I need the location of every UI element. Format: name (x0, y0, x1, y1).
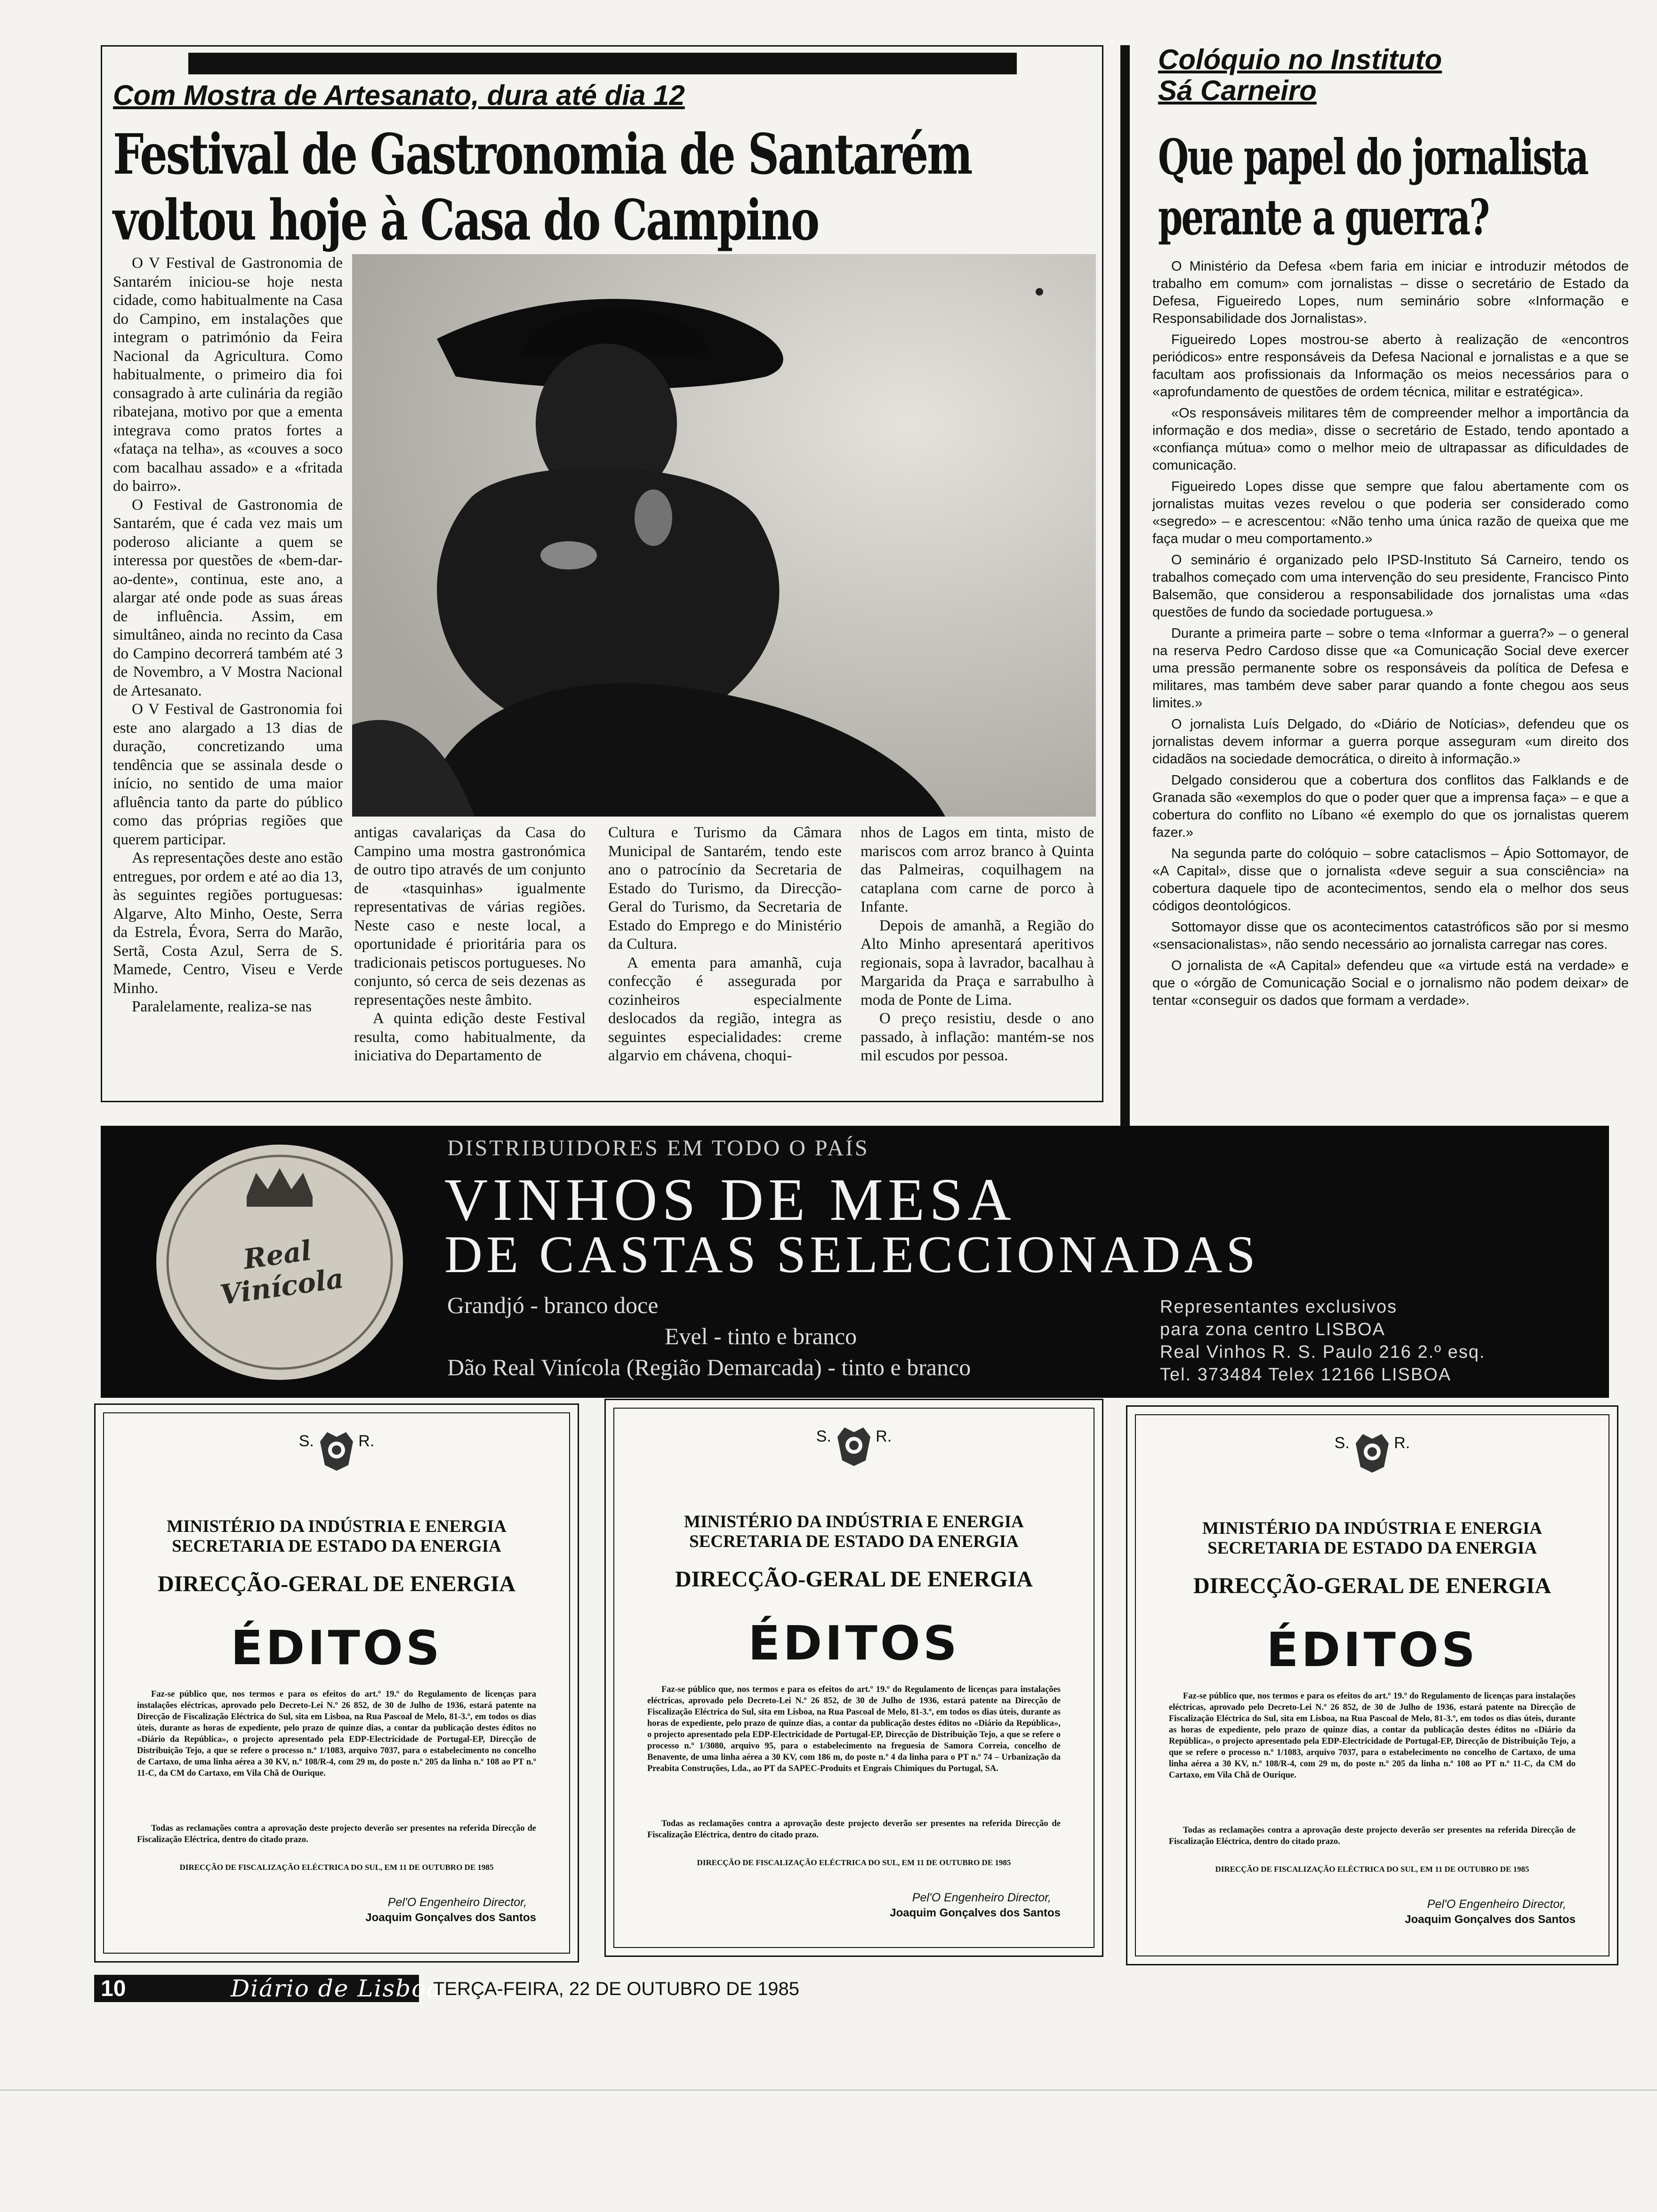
left-article-column-4 (861, 824, 1094, 1066)
signature-title: Pel'O Engenheiro Director, (387, 1896, 527, 1909)
directorate-name: DIRECÇÃO-GERAL DE ENERGIA (157, 1571, 516, 1596)
ministry-line-1: MINISTÉRIO DA INDÚSTRIA E ENERGIA (167, 1517, 507, 1536)
editos-claims: Todas as reclamações contra a aprovação deste projecto deverão ser presentes na referida Direcção de Fiscalização Eléctrica, dentro do citado prazo. (647, 1819, 1061, 1840)
wine-advertisement (101, 1126, 1609, 1398)
paragraph: Figueiredo Lopes mostrou-se aberto à realização de «encontros periódicos» entre responsáveis da Defesa Nacional e jornalistas e a que se facultam aos profissionais da Informação os meios necessários para o «aprofundamento de questões de ordem técnica, militar e estratégica». (1152, 332, 1629, 400)
ministry-line-1: MINISTÉRIO DA INDÚSTRIA E ENERGIA (1202, 1519, 1542, 1538)
festival-photo (352, 254, 1096, 817)
paragraph: O V Festival de Gastronomia de Santarém iniciou-se hoje nesta cidade, como habitualmente na Casa do Campino, em instalações que integram o património da Feira Nacional da Agricultura. Como habitualmente, o primeiro dia foi consagrado à arte culinária da região ribatejana, motivo por que a ementa integrava como pratos fortes a «fataça na telha», as «couves a soco com bacalhau assado» e a «fritada do bairro». (113, 255, 343, 495)
paragraph: Delgado considerou que a cobertura dos conflitos das Falklands e de Granada são «exemplos do que o poder quer que a imprensa faça» – e que a cobertura do conflito no Líbano «é exemplo do que os jornalistas querem fazer.» (1152, 773, 1629, 840)
left-article-column-1 (113, 254, 343, 1017)
paragraph: O V Festival de Gastronomia foi este ano alargado a 13 dias de duração, concretizando uma tendência que se assinala desde o início, no sentido de uma maior afluência tanto da parte do público como das próprias regiões que querem participar. (113, 701, 343, 848)
ministry-line-1: MINISTÉRIO DA INDÚSTRIA E ENERGIA (684, 1512, 1024, 1531)
editos-sr-mark: S. R. (816, 1427, 892, 1445)
ministry-line-2: SECRETARIA DE ESTADO DA ENERGIA (1207, 1539, 1537, 1558)
right-article-kicker-2: Sá Carneiro (1158, 75, 1317, 106)
right-article-rule (1120, 45, 1130, 1128)
paragraph: Depois de amanhã, a Região do Alto Minho apresentará aperitivos regionais, sopa à lavrador, bacalhau à Margarida da Praça e sarrabulho à moda de Ponte de Lima. (861, 917, 1094, 1009)
editos-body: Faz-se público que, nos termos e para os efeitos do art.º 19.º do Regulamento de licenças para instalações eléctricas, aprovado pelo Decreto-Lei N.º 26 852, de 30 de Julho de 1936, estará patente na Direcção de Fiscalização Eléctrica do Sul, sita em Lisboa, na Rua Pascoal de Melo, 81-3.º, em todos os dias úteis, durante as horas de expediente, pelo prazo de quinze dias, a contar da publicação destes éditos no «Diário da República», o projecto apresentado pela EDP-Electricidade de Portugal-EP, Direcção de Distribuição Tejo, a que se refere o processo n.º 1/3080, arquivo 95, para o estabelecimento na freguesia de Samora Correia, concelho de Benavente, de uma linha aérea a 30 KV, com 186 m, do poste n.º 4 da linha para o PT n.º 74 – Urbanização da Preabita Construções, Lda., ao PT da SAPEC-Produits et Engrais Chimiques du Portugal, SA. (647, 1685, 1061, 1773)
wine-ad-line-2: Evel - tinto e branco (665, 1323, 857, 1349)
wine-ad-top-line: DISTRIBUIDORES EM TODO O PAÍS (447, 1136, 869, 1161)
left-article-column-2 (354, 824, 586, 1066)
wine-ad-rep-1: Representantes exclusivos (1160, 1297, 1398, 1317)
signature-title: Pel'O Engenheiro Director, (912, 1891, 1051, 1904)
ministry-name (113, 1517, 560, 1556)
wine-ad-line-1: Grandjó - branco doce (447, 1292, 659, 1318)
wine-ad-title-1: VINHOS DE MESA (444, 1166, 1016, 1233)
paragraph: antigas cavalariças da Casa do Campino uma mostra gastronómica de outro tipo através de um conjunto de «tasquinhas» igualmente representativas de várias regiões. Neste caso e neste local, a oportunidade é prioritária para os tradicionais petiscos portugueses. No conjunto, só cerca de seis dezenas as representações neste âmbito. (354, 824, 586, 1009)
signature-name: Joaquim Gonçalves dos Santos (365, 1911, 536, 1924)
paragraph: Sottomayor disse que os acontecimentos catastróficos são por si mesmo «sensacionalistas», não sendo necessário ao jornalista carregar nas cores. (1152, 920, 1629, 952)
right-article-kicker-1: Colóquio no Instituto (1158, 44, 1442, 75)
editos-notice-2 (604, 1399, 1103, 1957)
editos-title: ÉDITOS (748, 1616, 960, 1671)
ministry-line-2: SECRETARIA DE ESTADO DA ENERGIA (172, 1537, 501, 1556)
editos-footer: DIRECÇÃO DE FISCALIZAÇÃO ELÉCTRICA DO SUL, EM 11 DE OUTUBRO DE 1985 (1215, 1865, 1529, 1874)
ministry-name (1145, 1519, 1599, 1558)
paragraph: nhos de Lagos em tinta, misto de mariscos com arroz branco à Quinta das Palmeiras, coquilhagem na cataplana com carne de porco à Infante. (861, 824, 1094, 915)
page-date: TERÇA-FEIRA, 22 DE OUTUBRO DE 1985 (433, 1979, 799, 1999)
ministry-line-2: SECRETARIA DE ESTADO DA ENERGIA (689, 1532, 1019, 1551)
wine-ad-line-3: Dão Real Vinícola (Região Demarcada) - tinto e branco (447, 1354, 971, 1380)
paragraph: O jornalista de «A Capital» defendeu que «a virtude está na verdade» e que o «órgão de Comunicação Social e o jornalismo não podem deixar» de tentar «conseguir os dados que formam a verdade». (1152, 958, 1629, 1008)
left-article-top-bar (188, 53, 1017, 74)
directorate-name: DIRECÇÃO-GERAL DE ENERGIA (675, 1567, 1033, 1592)
paragraph: Na segunda parte do colóquio – sobre cataclismos – Ápio Sottomayor, de «A Capital», disse que o jornalista «deve seguir a sua consciência» na cobertura daquele tipo de acontecimentos, sendo ela o melhor dos seus códigos deontológicos. (1152, 846, 1629, 914)
editos-body: Faz-se público que, nos termos e para os efeitos do art.º 19.º do Regulamento de licenças para instalações eléctricas, aprovado pelo Decreto-Lei N.º 26 852, de 30 de Julho de 1936, estará patente na Direcção de Fiscalização Eléctrica do Sul, sita em Lisboa, na Rua Pascoal de Melo, 81-3.º, em todos os dias úteis, durante as horas de expediente, pelo prazo de quinze dias, a contar da publicação destes éditos no «Diário da República», o projecto apresentado pela EDP-Electricidade de Portugal-EP, Direcção de Distribuição Tejo, a que se refere o processo n.º 1/1083, arquivo 7037, para o estabelecimento no concelho de Cartaxo, de uma linha aérea a 30 KV, n.º 108/R-4, com 29 m, do poste n.º 205 da linha n.º 108 ao PT n.º 11-C, da CM do Cartaxo, em Vila Chã de Ourique. (1169, 1691, 1576, 1780)
editos-claims: Todas as reclamações contra a aprovação deste projecto deverão ser presentes na referida Direcção de Fiscalização Eléctrica, dentro do citado prazo. (137, 1824, 536, 1844)
paragraph: O seminário é organizado pelo IPSD-Instituto Sá Carneiro, tendo os trabalhos começado com uma intervenção do seu presidente, Francisco Pinto Balsemão, que considerou a responsabilidade dos jornalistas uma «das questões de fundo da sociedade portuguesa.» (1152, 553, 1629, 620)
paragraph: A ementa para amanhã, cuja confecção é assegurada por cozinheiros especialmente deslocados da região, integra as seguintes especialidades: creme algarvio em chávena, choqui- (608, 954, 842, 1064)
wine-ad-title-2: DE CASTAS SELECCIONADAS (444, 1226, 1259, 1284)
editos-title: ÉDITOS (231, 1620, 442, 1675)
paragraph: A quinta edição deste Festival resulta, como habitualmente, da iniciativa do Departamento de (354, 1010, 586, 1064)
wine-ad-rep-4: Tel. 373484 Telex 12166 LISBOA (1160, 1365, 1452, 1385)
right-article-headline-1: Que papel do jornalista (1158, 128, 1588, 186)
left-article-headline-2: voltou hoje à Casa do Campino (113, 187, 819, 253)
left-article-kicker: Com Mostra de Artesanato, dura até dia 12 (113, 80, 685, 111)
left-article-column-3 (608, 824, 842, 1066)
paragraph: O Festival de Gastronomia de Santarém, que é cada vez mais um poderoso aliciante a quem se interessa por questões de «bem-dar-ao-dente», continua, este ano, a alargar até onde pode as suas áreas de influência. Assim, em simultâneo, ainda no recinto da Casa do Campino decorrerá também até 3 de Novembro, a V Mostra Nacional de Artesanato. (113, 496, 343, 699)
editos-notice-inner (613, 1408, 1094, 1948)
editos-notice-inner (103, 1412, 570, 1954)
editos-footer: DIRECÇÃO DE FISCALIZAÇÃO ELÉCTRICA DO SUL, EM 11 DE OUTUBRO DE 1985 (179, 1863, 494, 1872)
editos-sr-mark: S. R. (1334, 1434, 1410, 1452)
paragraph: O jornalista Luís Delgado, do «Diário de Notícias», defendeu que os jornalistas devem informar a guerra porque asseguram «um direito dos cidadãos na sociedade democrática, o direito à informação.» (1152, 717, 1629, 767)
ministry-name (624, 1512, 1084, 1552)
editos-body: Faz-se público que, nos termos e para os efeitos do art.º 19.º do Regulamento de licenças para instalações eléctricas, aprovado pelo Decreto-Lei N.º 26 852, de 30 de Julho de 1936, estará patente na Direcção de Fiscalização Eléctrica do Sul, sita em Lisboa, na Rua Pascoal de Melo, 81-3.º, em todos os dias úteis, durante as horas de expediente, pelo prazo de quinze dias, a contar da publicação destes éditos no «Diário da República», o projecto apresentado pela EDP-Electricidade de Portugal-EP, Direcção de Distribuição Tejo, a que se refere o processo n.º 1/1083, arquivo 7037, para o estabelecimento no concelho de Cartaxo, de uma linha aérea a 30 KV, n.º 108/R-4, com 29 m, do poste n.º 205 da linha n.º 108 ao PT n.º 11-C, da CM do Cartaxo, em Vila Chã de Ourique. (137, 1690, 536, 1778)
signature-name: Joaquim Gonçalves dos Santos (1405, 1913, 1576, 1926)
wine-logo-text: Real Vinícola (218, 1234, 346, 1311)
masthead-logo: Diário de Lisboa (231, 1975, 442, 2002)
signature-title: Pel'O Engenheiro Director, (1427, 1898, 1566, 1911)
editos-sr-mark: S. R. (298, 1432, 375, 1450)
right-article-headline-2: perante a guerra? (1158, 188, 1489, 246)
left-article-headline-1: Festival de Gastronomia de Santarém (113, 121, 972, 187)
paragraph: Cultura e Turismo da Câmara Municipal de Santarém, tendo este ano o patrocínio da Secretaria de Estado do Turismo, da Direcção-Geral do Turismo, da Secretaria de Estado do Emprego e do Ministério da Cultura. (608, 824, 842, 953)
paragraph: Figueiredo Lopes disse que sempre que falou abertamente com os jornalistas muitas vezes revelou o que poderia ser considerado como «segredo» – e acrescentou: «Não tenho uma única razão de queixa que me faça mudar o meu comportamento.» (1152, 479, 1629, 546)
editos-notice-1 (94, 1403, 579, 1963)
paragraph: Paralelamente, realiza-se nas (132, 998, 312, 1015)
signature-name: Joaquim Gonçalves dos Santos (890, 1907, 1061, 1919)
editos-notice-3 (1126, 1405, 1618, 1965)
wine-ad-rep-3: Real Vinhos R. S. Paulo 216 2.º esq. (1160, 1342, 1486, 1362)
paragraph: O preço resistiu, desde o ano passado, à inflação: mantém-se nos mil escudos por pessoa. (861, 1010, 1094, 1064)
editos-notice-inner (1135, 1414, 1609, 1956)
paragraph: «Os responsáveis militares têm de compreender melhor a importância da informação e dos media», disse o secretário de Estado, tendo apontado a «confiança mútua» como o melhor meio de ultrapassar as dificuldades de comunicação. (1152, 406, 1629, 473)
festival-photo-image (352, 254, 1096, 817)
editos-title: ÉDITOS (1266, 1622, 1478, 1677)
directorate-name: DIRECÇÃO-GERAL DE ENERGIA (1193, 1573, 1552, 1598)
wine-ad-rep-2: para zona centro LISBOA (1160, 1320, 1386, 1339)
editos-footer: DIRECÇÃO DE FISCALIZAÇÃO ELÉCTRICA DO SUL, EM 11 DE OUTUBRO DE 1985 (697, 1858, 1011, 1867)
page-number: 10 (101, 1976, 126, 2001)
paragraph: Durante a primeira parte – sobre o tema «Informar a guerra?» – o general na reserva Pedro Cardoso disse que «a Comunicação Social deve exercer uma pressão permanente sobre os responsáveis da política de Defesa e militares, mas também deve saber parar quando a fonte chegou aos seus limites.» (1152, 626, 1629, 711)
editos-claims: Todas as reclamações contra a aprovação deste projecto deverão ser presentes na referida Direcção de Fiscalização Eléctrica, dentro do citado prazo. (1169, 1826, 1576, 1846)
page-footer-bar (94, 1975, 442, 2002)
bottom-divider (0, 2090, 1657, 2091)
paragraph: As representações deste ano estão entregues, por ordem e até ao dia 13, às seguintes regiões portuguesas: Algarve, Alto Minho, Oeste, Serra da Estrela, Évora, Serra do Marão, Sertã, Costa Azul, Serra de S. Mamede, Centro, Viseu e Verde Minho. (113, 850, 343, 997)
right-article-body (1152, 258, 1629, 1013)
paragraph: O Ministério da Defesa «bem faria em iniciar e introduzir métodos de trabalho em comum» com jornalistas – disse o secretário de Estado da Defesa, Figueiredo Lopes, num seminário sobre «Informação e Responsabilidade dos Jornalistas». (1152, 259, 1629, 326)
